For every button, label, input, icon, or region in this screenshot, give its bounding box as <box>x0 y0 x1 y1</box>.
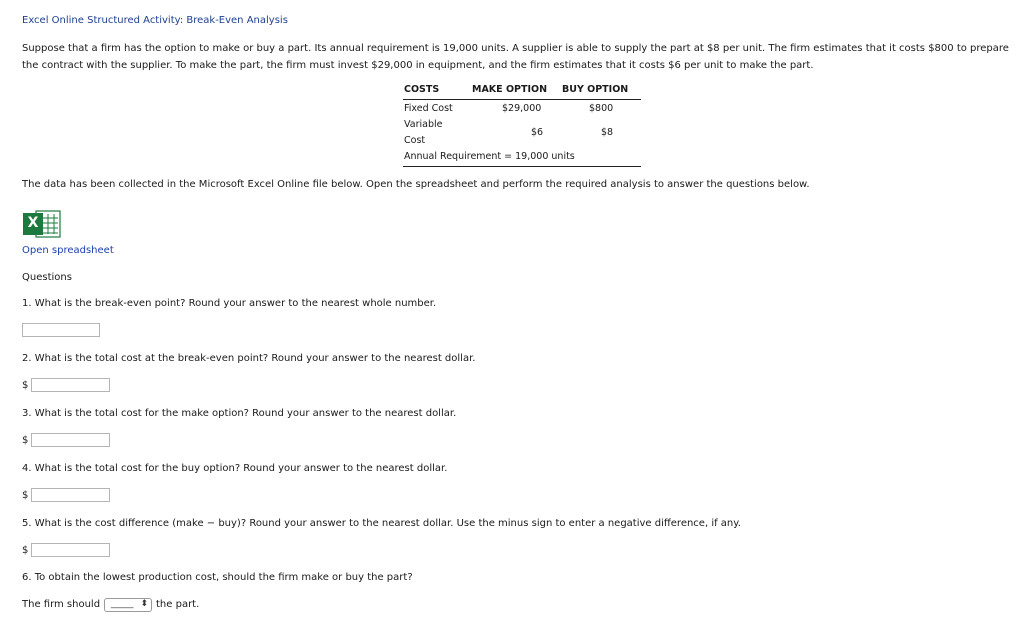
answer-3-input[interactable] <box>31 433 110 447</box>
header-make-option: MAKE OPTION <box>472 84 548 95</box>
question-3: 3. What is the total cost for the make option? Round your answer to the nearest dollar. <box>22 408 457 419</box>
answer-6-prefix: The firm should <box>22 599 101 610</box>
answer-2-input[interactable] <box>31 378 110 392</box>
answer-5-dollar: $ <box>22 545 29 556</box>
select-value: _____ <box>111 599 134 609</box>
variable-cost-row <box>403 117 641 150</box>
answer-2-dollar: $ <box>22 380 29 391</box>
answer-6-suffix: the part. <box>156 599 200 610</box>
question-6: 6. To obtain the lowest production cost, should the firm make or buy the part? <box>22 572 413 583</box>
annual-requirement-row <box>403 150 641 167</box>
fixed-cost-row <box>403 100 641 117</box>
question-5: 5. What is the cost difference (make − buy)? Round your answer to the nearest dollar. Use the minus sign to enter a negative difference, if any. <box>22 518 741 529</box>
fixed-cost-label: Fixed Cost <box>404 103 453 114</box>
excel-icon-letter: X <box>27 215 39 231</box>
header-buy-option: BUY OPTION <box>562 84 629 95</box>
problem-statement: Suppose that a firm has the option to make or buy a part. Its annual requirement is 19,000 units. A supplier is able to supply the part at $8 per unit. The firm estimates that it costs $800 to prepare the contract with the supplier. To make the part, the firm must invest $29,000 in equipment, and the firm estimates that it costs $6 per unit to make the part. <box>22 43 1009 71</box>
fixed-cost-make: $29,000 <box>502 103 542 114</box>
open-spreadsheet-link[interactable]: Open spreadsheet <box>22 245 114 256</box>
answer-4-dollar: $ <box>22 490 29 501</box>
cost-table <box>403 84 641 167</box>
answer-4-input[interactable] <box>31 488 110 502</box>
question-2: 2. What is the total cost at the break-even point? Round your answer to the nearest dollar. <box>22 353 476 364</box>
annual-requirement: Annual Requirement = 19,000 units <box>404 151 575 162</box>
questions-heading: Questions <box>22 272 72 283</box>
question-1: 1. What is the break-even point? Round your answer to the nearest whole number. <box>22 298 437 309</box>
header-costs: COSTS <box>404 84 440 95</box>
excel-icon[interactable] <box>22 207 62 241</box>
answer-3-dollar: $ <box>22 435 29 446</box>
question-4: 4. What is the total cost for the buy option? Round your answer to the nearest dollar. <box>22 463 448 474</box>
variable-cost-label-line1: Variable <box>404 119 443 130</box>
make-or-buy-select[interactable] <box>104 598 152 612</box>
answer-5-input[interactable] <box>31 543 110 557</box>
fixed-cost-buy: $800 <box>589 103 614 114</box>
variable-cost-label-line2: Cost <box>404 135 426 146</box>
variable-cost-make: $6 <box>531 127 544 138</box>
answer-1-input[interactable] <box>22 323 100 337</box>
instructions-text: The data has been collected in the Microsoft Excel Online file below. Open the spreadsheet and perform the required analysis to answer the questions below. <box>22 179 810 190</box>
select-arrows-icon: ⬍ <box>140 599 148 609</box>
page-title: Excel Online Structured Activity: Break-Even Analysis <box>22 15 288 26</box>
variable-cost-buy: $8 <box>601 127 614 138</box>
cost-table-header <box>403 84 641 100</box>
